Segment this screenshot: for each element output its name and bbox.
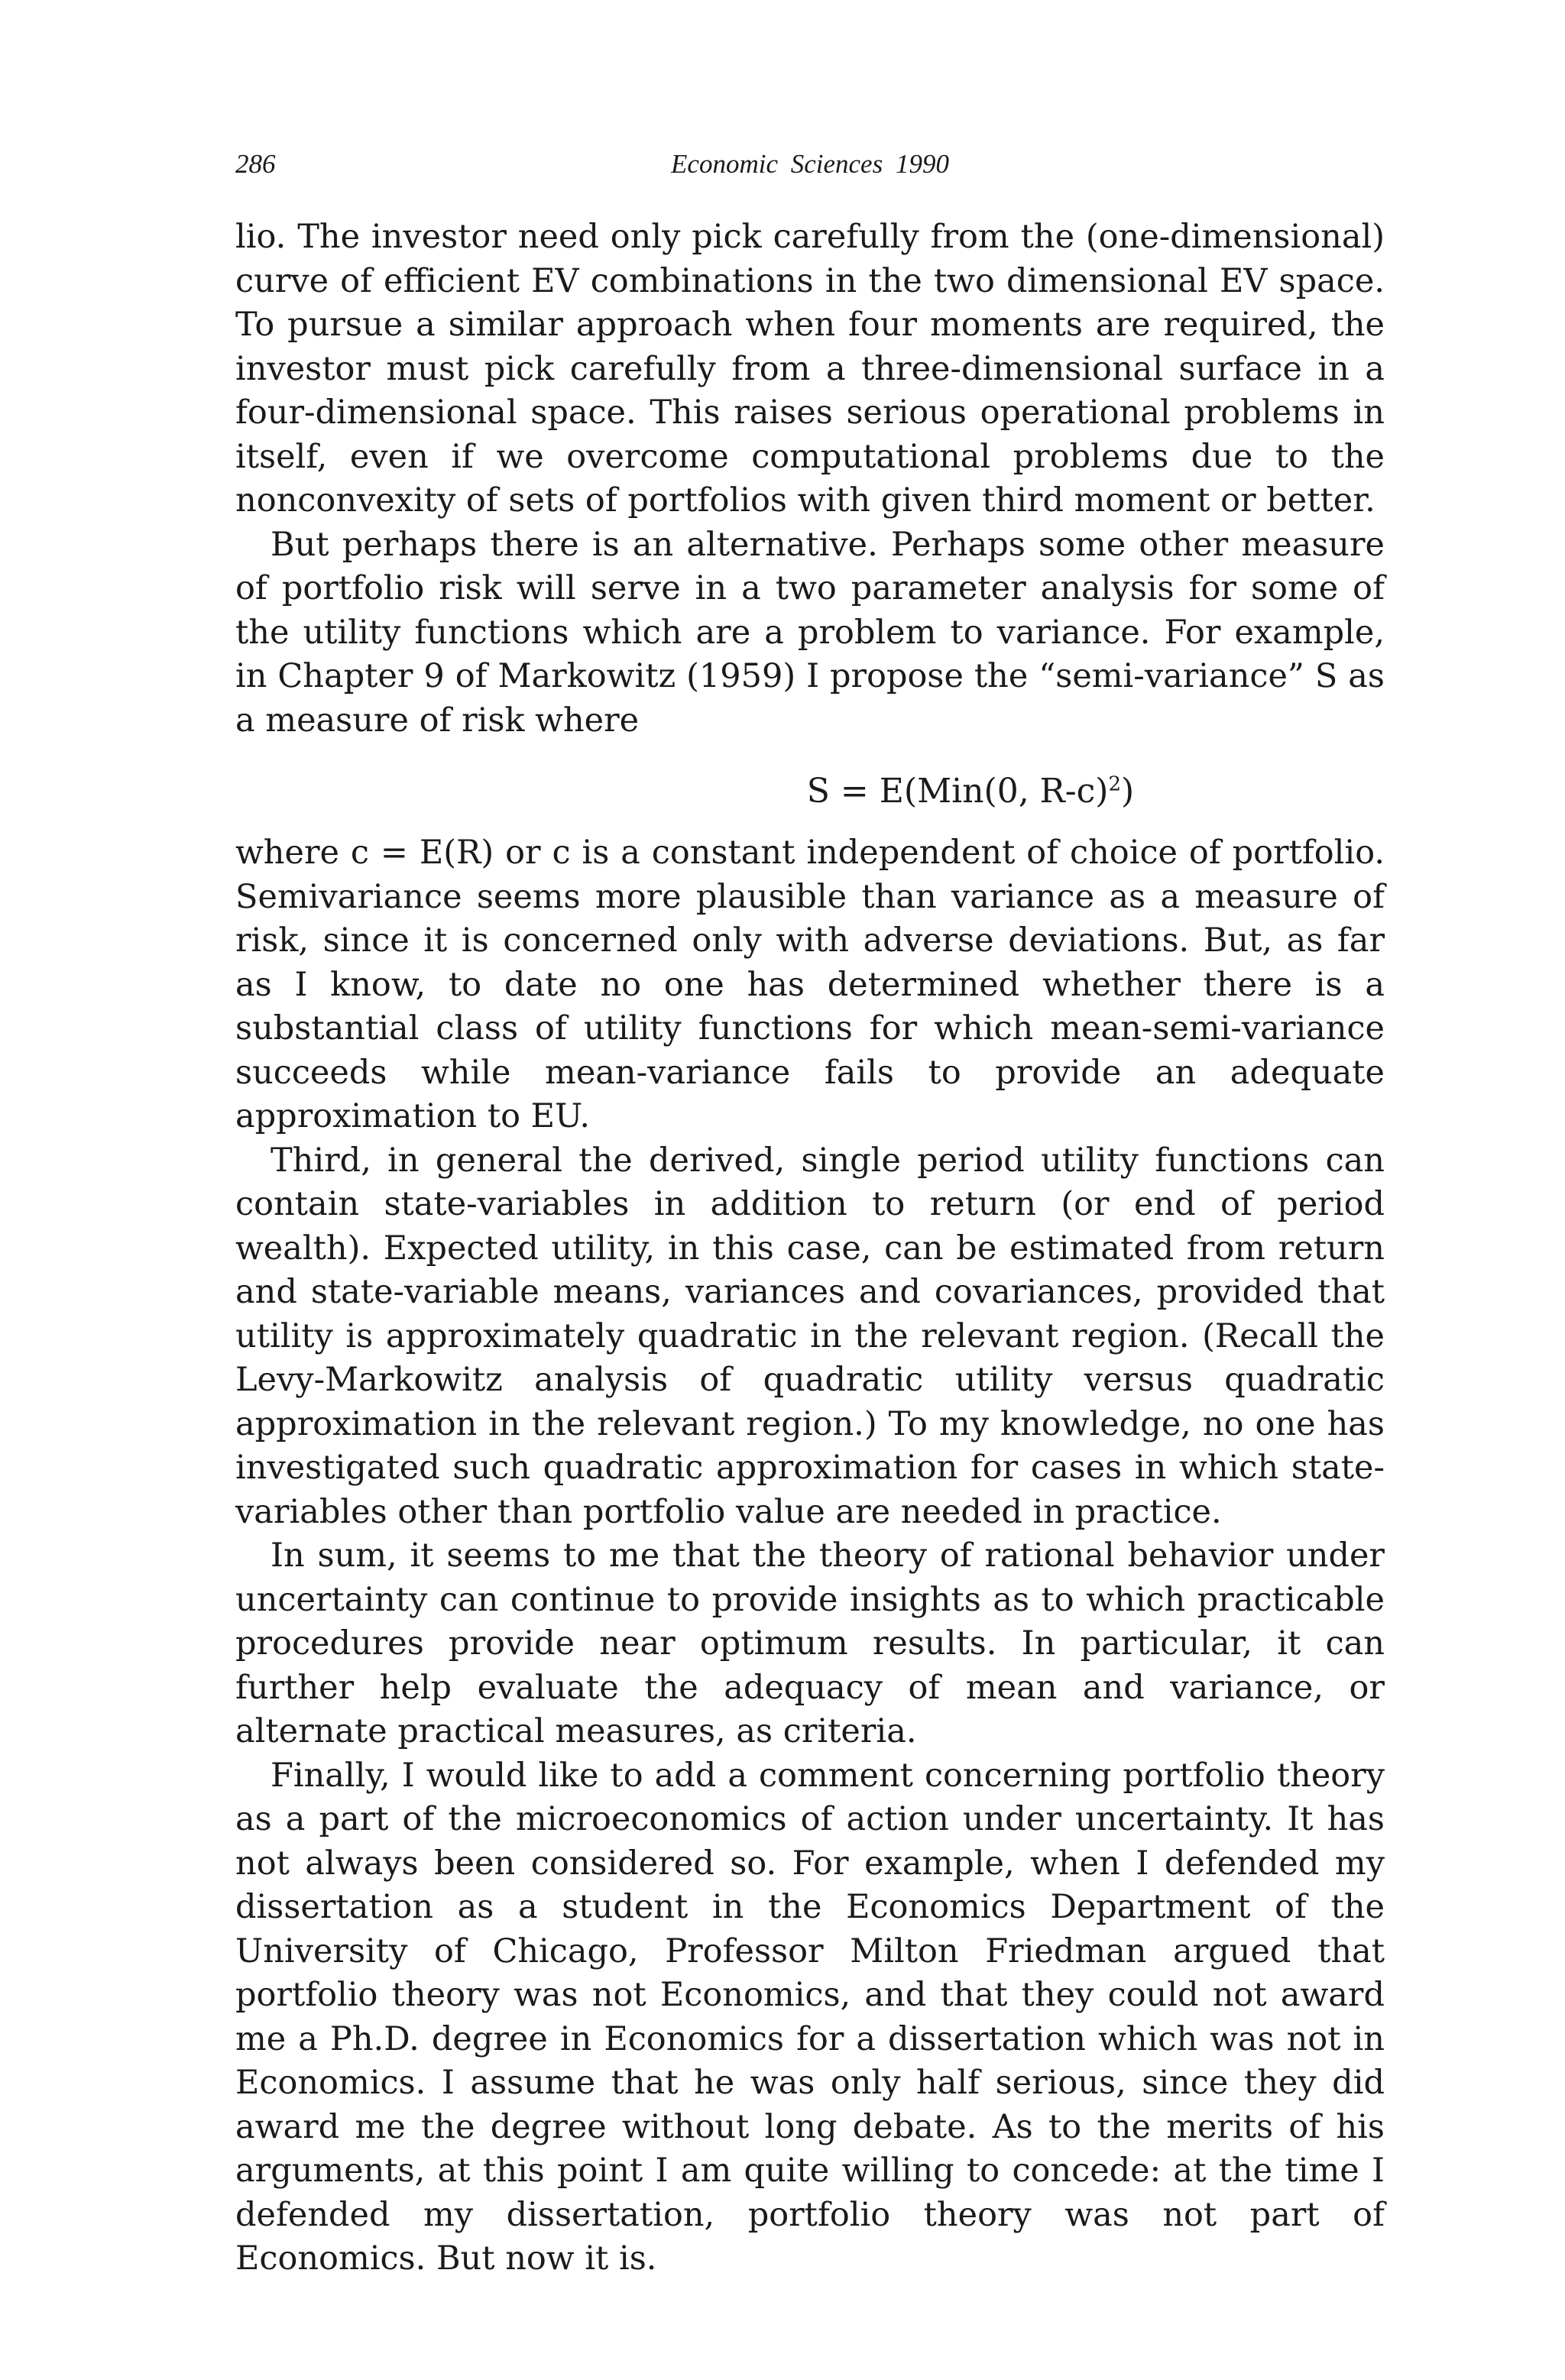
formula-main: S = E(Min(0, R-c) [806, 772, 1109, 811]
paragraph-state-variables: Third, in general the derived, single period utility functions can contain state-variables in addition to return (or end of period wealth). Expected utility, in this case, can be estimated from return and state-variable means, variances and covariances, provided that utility is approximately quadratic in the relevant region. (Recall the Levy-Markowitz analysis of quadratic utility versus quadratic approximation in the relevant region.) To my knowledge, no one has investigated such quadratic approximation for cases in which state-variables other than portfolio value are needed in practice. [235, 1141, 1385, 1531]
formula-close: ) [1121, 772, 1135, 811]
paragraph-finally: Finally, I would like to add a comment concerning portfolio theory as a part of the microeconomics of action under uncertainty. It has not always been considered so. For example, when I defended my dissertation as a student in the Economics Department of the University of Chicago, Professor Milton Friedman argued that portfolio theory was not Economics, and that they could not award me a Ph.D. degree in Economics for a dissertation which was not in Economics. I assume that he was only half serious, since they did award me the degree without long debate. As to the merits of his arguments, at this point I am quite willing to concede: at the time I defended my dissertation, portfolio theory was not part of Economics. But now it is. [235, 1756, 1385, 2278]
paragraph-alternative-risk-measure: But perhaps there is an alternative. Perhaps some other measure of portfolio risk will serve in a two parameter analysis for some of the utility functions which are a problem to variance. For example, in Chapter 9 of Markowitz (1959) I propose the “semi-variance” S as a measure of risk where [235, 525, 1385, 740]
formula-exponent: 2 [1108, 772, 1122, 796]
page-number: 286 [235, 149, 276, 179]
page-header [235, 145, 1385, 183]
paragraph-in-sum: In sum, it seems to me that the theory of rational behavior under uncertainty can continue to provide insights as to which practicable procedures provide near optimum results. In particular, it can further help evaluate the adequacy of mean and variance, or alternate practical measures, as criteria. [235, 1536, 1385, 1750]
semi-variance-formula [235, 769, 1385, 814]
paragraph-portfolio-choice: lio. The investor need only pick carefully from the (one-dimensional) curve of efficient EV combinations in the two dimensional EV space. To pursue a similar approach when four moments are required, the investor must pick carefully from a three-dimensional surface in a four-dimensional space. This raises serious operational problems in itself, even if we overcome computational problems due to the nonconvexity of sets of portfolios with given third moment or better. [235, 218, 1385, 520]
paragraph-semi-variance: where c = E(R) or c is a constant independent of choice of portfolio. Semivariance seems more plausible than variance as a measure of risk, since it is concerned only with adverse deviations. But, as far as I know, to date no one has determined whether there is a substantial class of utility functions for which mean-semi-variance succeeds while mean-variance fails to provide an adequate approximation to EU. [235, 834, 1385, 1135]
running-head: Economic Sciences 1990 [671, 149, 949, 179]
body-text [235, 215, 1385, 2281]
